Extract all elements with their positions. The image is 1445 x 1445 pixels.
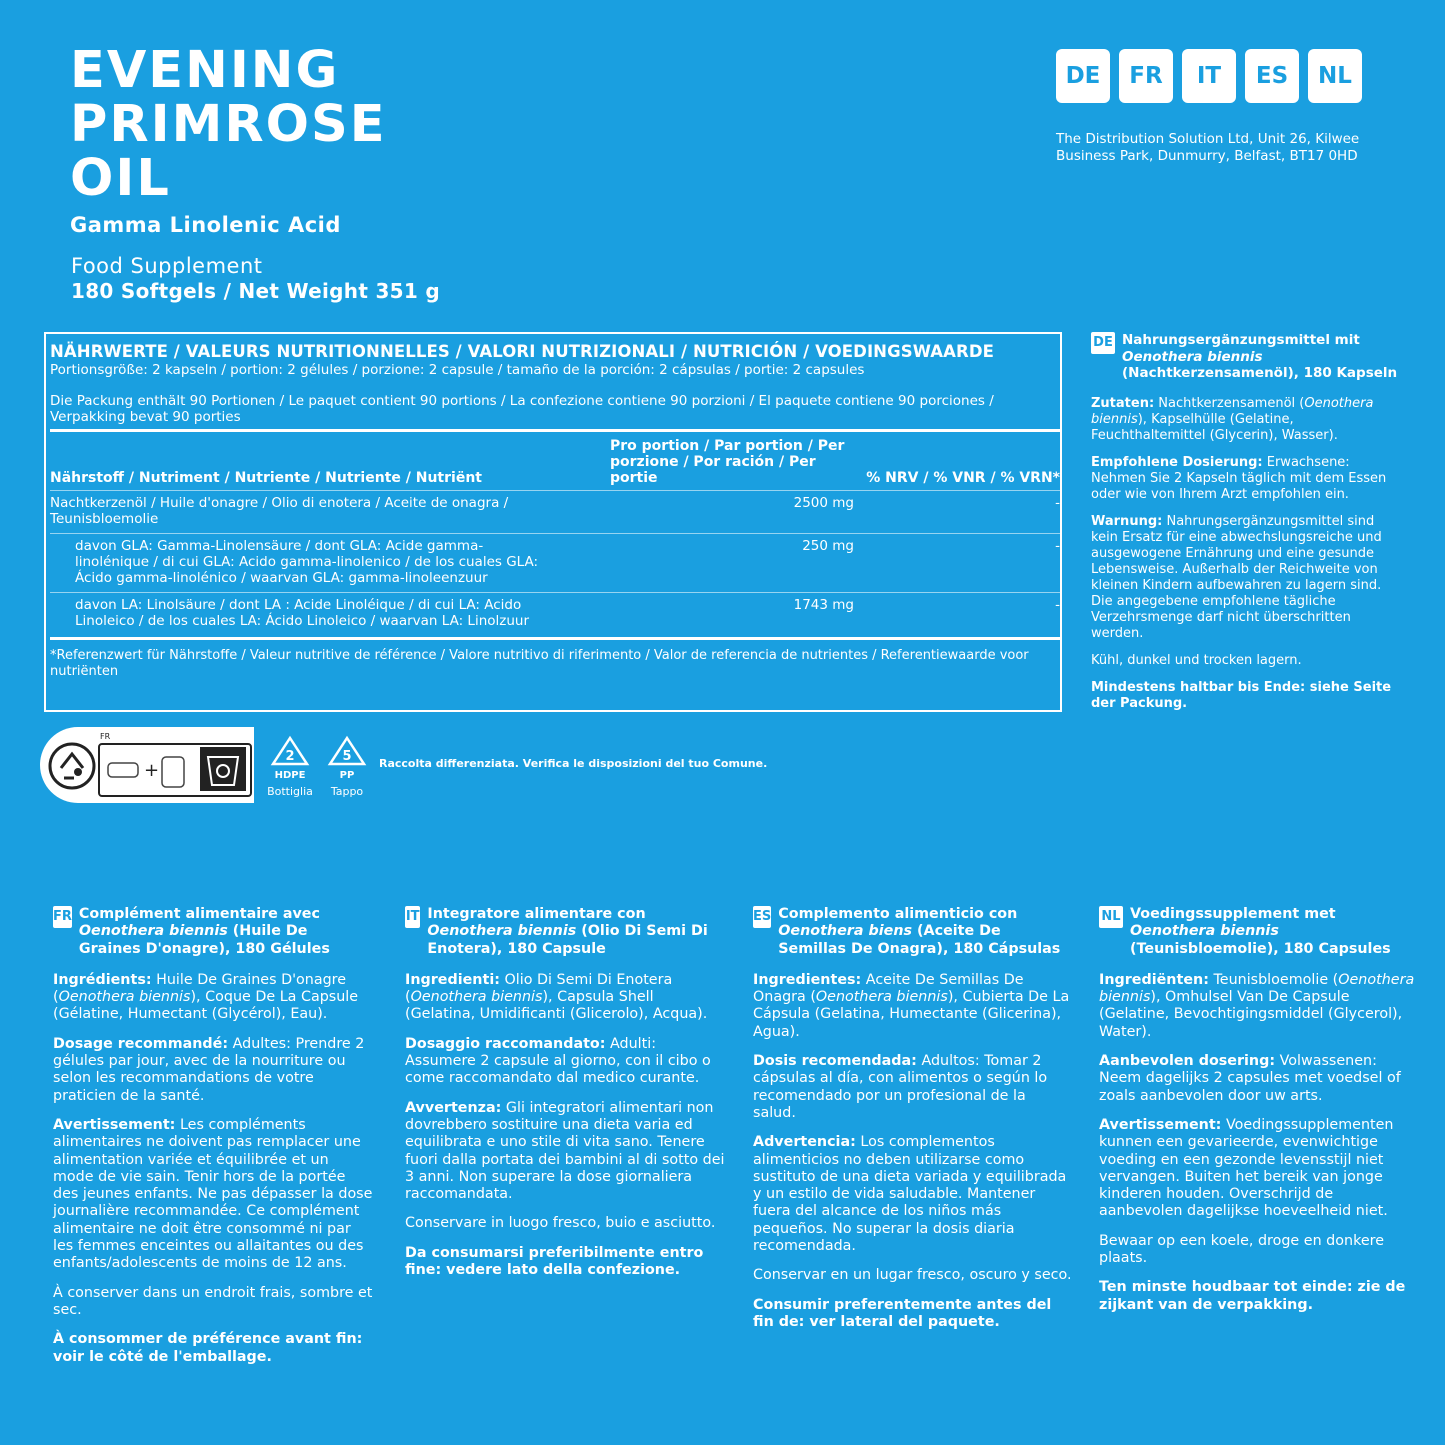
section-title: Complément alimentaire avec Oenothera biennis (Huile De Graines D'onagre), 180 Gélules — [78, 906, 330, 957]
ingredients: Ingrediënten: Teunisbloemolie (Oenothera biennis), Omhulsel Van De Capsule (Gelatine, Bevochtigingsmiddel (Glycerol), Water). — [1099, 971, 1415, 1040]
storage: À conserver dans un endroit frais, sombre et sec. — [53, 1284, 373, 1318]
hdpe-symbol — [266, 735, 314, 798]
title-line: PRIMROSE — [70, 95, 387, 154]
section-title: Complemento alimenticio con Oenothera biens (Aceite De Semillas De Onagra), 180 Cápsulas — [778, 906, 1061, 957]
row-nrv: - — [860, 593, 1060, 636]
section-de — [1091, 332, 1401, 723]
nutrition-table — [50, 438, 1060, 635]
nutrition-panel — [44, 332, 1062, 712]
warning: Avertissement: Les compléments alimentaires ne doivent pas remplacer une alimentation variée et équilibrée et un mode de vie sain. Tenir hors de la portée des jeunes enfants. Ne pas dépasser la dose journalière recommandée. Ce complément alimentaire ne doit être consommé ni par les femmes enceintes ou allaitantes ou des enfants/adolescents de moins de 12 ans. — [53, 1116, 373, 1272]
recycling-instructions — [98, 743, 252, 797]
table-row — [50, 593, 1060, 636]
portion-size: Portionsgröße: 2 kapseln / portion: 2 gélules / porzione: 2 capsule / tamaño de la porción: 2 cápsulas / portie: 2 capsules — [50, 362, 865, 378]
col-nutrient-header: Nährstoff / Nutriment / Nutriente / Nutriente / Nutriënt — [50, 470, 482, 486]
section-title: Integratore alimentare con Oenothera biennis (Olio Di Semi Di Enotera), 180 Capsule — [427, 906, 708, 957]
section-title: Voedingssupplement met Oenothera biennis (Teunisbloemolie), 180 Capsules — [1130, 906, 1391, 957]
fr-tag: FR — [100, 732, 111, 741]
section-it-heading — [405, 906, 725, 958]
servings-per-pack: Die Packung enthält 90 Portionen / Le paquet contient 90 portions / La confezione contiene 90 porzioni / El paquete contiene 90 porciones / Verpakking bevat 90 porties — [50, 393, 994, 425]
latin-name: Oenothera biennis — [427, 923, 577, 940]
ingredients: Ingredientes: Aceite De Semillas De Onagra (Oenothera biennis), Cubierta De La Cápsula (Gelatina, Humectante (Glicerina), Agua). — [753, 971, 1070, 1040]
recycle-triangle-icon — [327, 735, 367, 767]
divider — [50, 429, 1060, 432]
section-de-heading — [1091, 332, 1401, 382]
row-amount: 250 mg — [610, 534, 860, 593]
best-before: Da consumarsi preferibilmente entro fine: vedere lato della confezione. — [405, 1244, 704, 1279]
row-nrv: - — [860, 491, 1060, 534]
pp-symbol — [326, 735, 368, 798]
language-button-fr[interactable]: FR — [1119, 49, 1173, 103]
language-button-es[interactable]: ES — [1245, 49, 1299, 103]
recycling-note: Raccolta differenziata. Verifica le disposizioni del tuo Comune. — [379, 757, 768, 770]
col-nrv-header: % NRV / % VNR / % VRN* — [866, 470, 1060, 486]
row-amount: 1743 mg — [610, 593, 860, 636]
warning: Advertencia: Los complementos alimenticios no deben utilizarse como sustituto de una dieta variada y equilibrada y un estilo de vida saludable. Mantener fuera del alcance de los niños más pequeños. No superar la dosis diaria recomendada. — [753, 1134, 1067, 1255]
section-es — [753, 906, 1073, 1343]
best-before: À consommer de préférence avant fin: voir le côté de l'emballage. — [53, 1331, 363, 1365]
section-it — [405, 906, 725, 1291]
svg-text:+: + — [144, 760, 160, 781]
ingredients: Ingrédients: Huile De Graines D'onagre (Oenothera biennis), Coque De La Capsule (Gélatine, Humectant (Glycérol), Eau). — [53, 971, 359, 1023]
resin-number: 2 — [285, 749, 295, 764]
ingredients: Ingredienti: Olio Di Semi Di Enotera (Oenothera biennis), Capsula Shell (Gelatina, Umidificanti (Glicerolo), Acqua). — [405, 971, 708, 1023]
warning: Warnung: Nahrungsergänzungsmittel sind kein Ersatz für eine abwechslungsreiche und ausgewogene Ernährung und eine gesunde Lebensweise. Außerhalb der Reichweite von kleinen Kindern aufbewahren zu lagern sind. Die angegebene empfohlene tägliche Verzehrsmenge darf nicht überschritten werden. — [1091, 513, 1382, 641]
section-nl-heading — [1099, 906, 1419, 958]
product-category: Food Supplement — [71, 254, 263, 278]
language-button-de[interactable]: DE — [1056, 49, 1110, 103]
language-badge: IT — [405, 906, 420, 928]
storage: Conservar en un lugar fresco, oscuro y seco. — [753, 1267, 1072, 1284]
nrv-footnote: *Referenzwert für Nährstoffe / Valeur nutritive de référence / Valore nutritivo di riferimento / Valor de referencia de nutrientes / Referentiewaarde voor nutriënten — [50, 648, 1029, 679]
latin-name: Oenothera biennis — [1130, 923, 1279, 940]
distributor-address: The Distribution Solution Ltd, Unit 26, Kilwee Business Park, Dunmurry, Belfast, BT17 0HD — [1056, 131, 1360, 164]
language-badge: NL — [1099, 906, 1123, 928]
latin-name: Oenothera biennis — [1122, 348, 1263, 365]
language-button-nl[interactable]: NL — [1308, 49, 1362, 103]
divider — [50, 637, 1060, 640]
product-quantity: 180 Softgels / Net Weight 351 g — [71, 279, 440, 303]
row-amount: 2500 mg — [610, 491, 860, 534]
storage: Bewaar op een koele, droge en donkere plaats. — [1099, 1232, 1384, 1267]
nutrition-title: NÄHRWERTE / VALEURS NUTRITIONNELLES / VALORI NUTRIZIONALI / NUTRICIÓN / VOEDINGSWAARDE — [50, 342, 994, 361]
latin-name: Oenothera biens — [778, 923, 913, 940]
section-fr — [53, 906, 373, 1378]
row-nutrient: davon GLA: Gamma-Linolensäure / dont GLA: Acide gamma-linolénique / di cui GLA: Acido gamma-linolenico / de los cuales GLA: Ácido gamma-linolénico / waarvan GLA: gamma-linoleenzuur — [50, 534, 610, 593]
dosage: Empfohlene Dosierung: Erwachsene: Nehmen Sie 2 Kapseln täglich mit dem Essen oder wie von Ihrem Arzt empfohlen ein. — [1091, 454, 1387, 502]
language-badge: ES — [753, 906, 771, 928]
dosage: Aanbevolen dosering: Volwassenen: Neem dagelijks 2 capsules met voedsel of zoals aanbevolen door uw arts. — [1099, 1053, 1401, 1104]
bottle-and-cap-icon — [100, 745, 250, 795]
ingredients: Zutaten: Nachtkerzensamenöl (Oenothera biennis), Kapselhülle (Gelatine, Feuchthaltemittel (Glycerin), Wasser). — [1091, 395, 1374, 443]
product-subtitle: Gamma Linolenic Acid — [70, 213, 341, 237]
section-nl — [1099, 906, 1419, 1326]
section-title: Nahrungsergänzungsmittel mit Oenothera biennis (Nachtkerzensamenöl), 180 Kapseln — [1122, 332, 1398, 381]
language-selector — [1056, 49, 1362, 103]
resin-code: HDPE — [274, 770, 306, 781]
dosage: Dosage recommandé: Adultes: Prendre 2 gélules par jour, avec de la nourriture ou selon les recommandations de votre praticien de la santé. — [53, 1035, 365, 1104]
resin-number: 5 — [342, 749, 352, 764]
table-row — [50, 534, 1060, 593]
triman-icon — [44, 738, 100, 794]
section-fr-heading — [53, 906, 373, 958]
section-es-heading — [753, 906, 1073, 958]
latin-name: Oenothera biennis — [78, 923, 228, 940]
row-nrv: - — [860, 534, 1060, 593]
recycle-triangle-icon — [270, 735, 310, 767]
product-title — [70, 41, 387, 208]
storage: Conservare in luogo fresco, buio e asciutto. — [405, 1215, 716, 1232]
table-row — [50, 491, 1060, 534]
warning: Avvertenza: Gli integratori alimentari non dovrebbero sostituire una dieta varia ed equilibrata e uno stile di vita sano. Tenere fuori dalla portata dei bambini al di sotto dei 3 anni. Non superare la dose giornaliera raccomandata. — [405, 1099, 725, 1203]
best-before: Consumir preferentemente antes del fin de: ver lateral del paquete. — [753, 1296, 1052, 1330]
table-header-row — [50, 438, 1060, 491]
language-badge: DE — [1091, 332, 1115, 354]
language-button-it[interactable]: IT — [1182, 49, 1236, 103]
component-label: Bottiglia — [267, 785, 313, 798]
title-line: OIL — [70, 149, 171, 208]
col-per-portion-header: Pro portion / Par portion / Per porzione / Por ración / Per portie — [610, 438, 845, 486]
warning: Avertissement: Voedingssupplementen kunnen een gevarieerde, evenwichtige voeding en een gezonde levensstijl niet vervangen. Buiten het bereik van jonge kinderen houden. Overschrijd de aanbevolen dagelijkse hoeveelheid niet. — [1099, 1116, 1394, 1220]
best-before: Ten minste houdbaar tot einde: zie de zijkant van de verpakking. — [1099, 1279, 1406, 1313]
row-nutrient: davon LA: Linolsäure / dont LA : Acide Linoléique / di cui LA: Acido Linoleico / de los cuales LA: Ácido Linoleico / waarvan LA: Linolzuur — [50, 593, 610, 636]
row-nutrient: Nachtkerzenöl / Huile d'onagre / Olio di enotera / Aceite de onagra / Teunisbloemolie — [50, 491, 610, 534]
component-label: Tappo — [330, 785, 364, 798]
dosage: Dosaggio raccomandato: Adulti: Assumere 2 capsule al giorno, con il cibo o come raccomandato dal medico curante. — [405, 1035, 711, 1087]
resin-code: PP — [339, 770, 355, 781]
dosage: Dosis recomendada: Adultos: Tomar 2 cápsulas al día, con alimentos o según lo recomendado por un profesional de la salud. — [753, 1053, 1048, 1121]
storage: Kühl, dunkel und trocken lagern. — [1091, 652, 1302, 668]
language-badge: FR — [53, 906, 72, 928]
title-line: EVENING — [70, 41, 340, 100]
best-before: Mindestens haltbar bis Ende: siehe Seite der Packung. — [1091, 679, 1392, 711]
